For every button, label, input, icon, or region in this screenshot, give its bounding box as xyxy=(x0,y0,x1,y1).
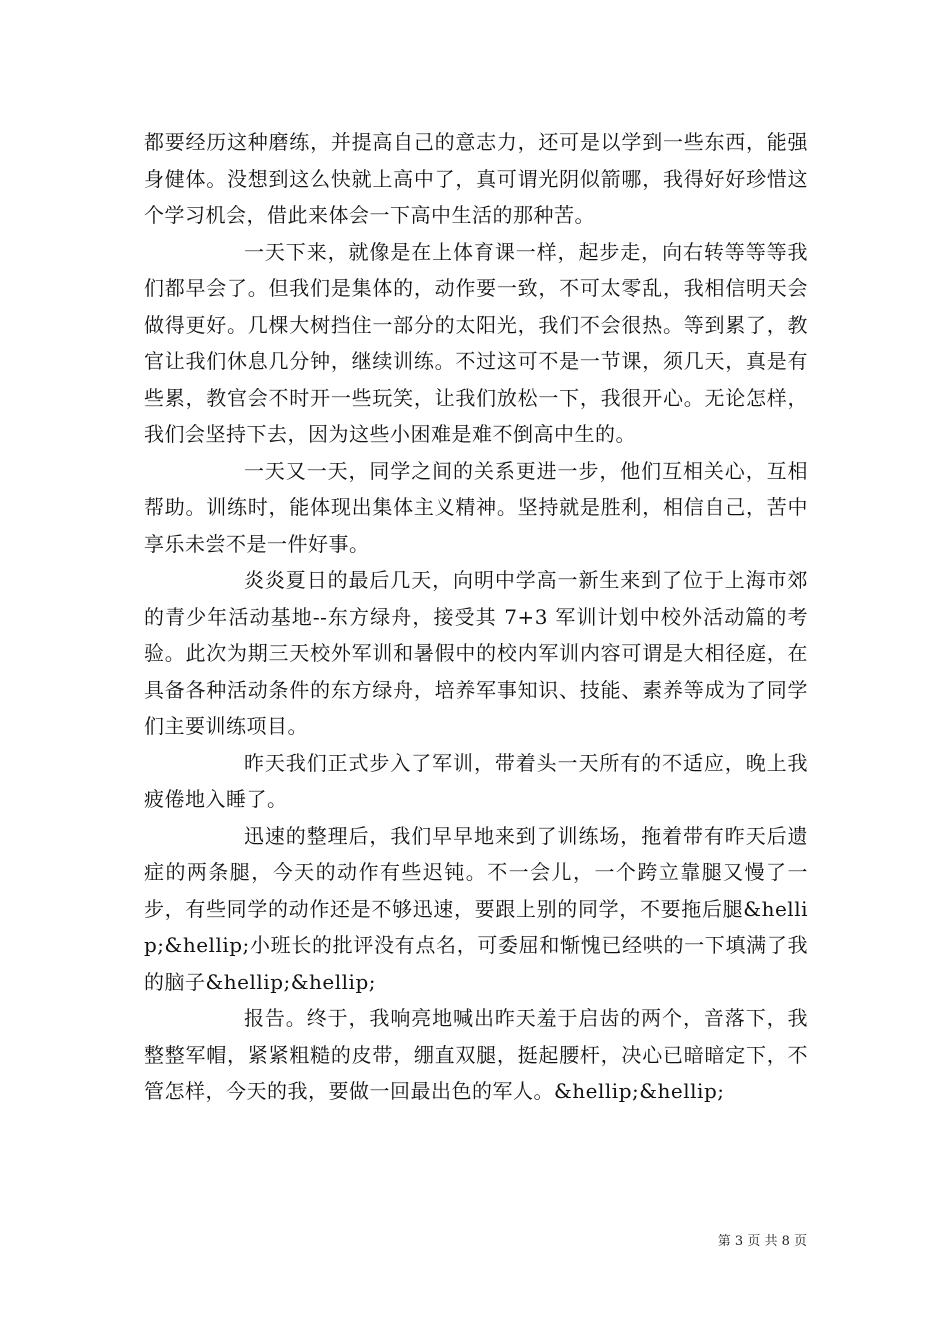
paragraph-7: 报告。终于，我响亮地喊出昨天羞于启齿的两个，音落下，我整整军帽，紧紧粗糙的皮带，绷直双腿，挺起腰杆，决心已暗暗定下，不管怎样，今天的我，要做一回最出色的军人。&hellip;&hellip; xyxy=(144,1006,808,1103)
paragraph-1: 都要经历这种磨练，并提高自己的意志力，还可是以学到一些东西，能强身健体。没想到这么快就上高中了，真可谓光阴似箭哪，我得好好珍惜这个学习机会，借此来体会一下高中生活的那种苦。 xyxy=(144,130,808,227)
paragraph-2: 一天下来，就像是在上体育课一样，起步走，向右转等等等我们都早会了。但我们是集体的，动作要一致，不可太零乱，我相信明天会做得更好。几棵大树挡住一部分的太阳光，我们不会很热。等到累了，教官让我们休息几分钟，继续训练。不过这可不是一节课，须几天，真是有些累，教官会不时开一些玩笑，让我们放松一下，我很开心。无论怎样，我们会坚持下去，因为这些小困难是难不倒高中生的。 xyxy=(144,239,808,446)
page-number-footer: 第 3 页 共 8 页 xyxy=(717,1234,807,1249)
paragraph-4: 炎炎夏日的最后几天，向明中学高一新生来到了位于上海市郊的青少年活动基地--东方绿舟，接受其 7+3 军训计划中校外活动篇的考验。此次为期三天校外军训和暑假中的校内军训内容可谓是大相径庭，在具备各种活动条件的东方绿舟，培养军事知识、技能、素养等成为了同学们主要训练项目。 xyxy=(144,568,808,738)
paragraph-6: 迅速的整理后，我们早早地来到了训练场，拖着带有昨天后遗症的两条腿，今天的动作有些迟钝。不一会儿，一个跨立靠腿又慢了一步，有些同学的动作还是不够迅速，要跟上别的同学，不要拖后腿&hellip;&hellip;小班长的批评没有点名，可委屈和惭愧已经哄的一下填满了我的脑子&hellip;&hellip; xyxy=(144,823,808,994)
document-body xyxy=(144,124,808,1110)
paragraph-5: 昨天我们正式步入了军训，带着头一天所有的不适应，晚上我疲倦地入睡了。 xyxy=(144,750,808,811)
paragraph-3: 一天又一天，同学之间的关系更进一步，他们互相关心，互相帮助。训练时，能体现出集体主义精神。坚持就是胜利，相信自己，苦中享乐未尝不是一件好事。 xyxy=(144,458,808,556)
